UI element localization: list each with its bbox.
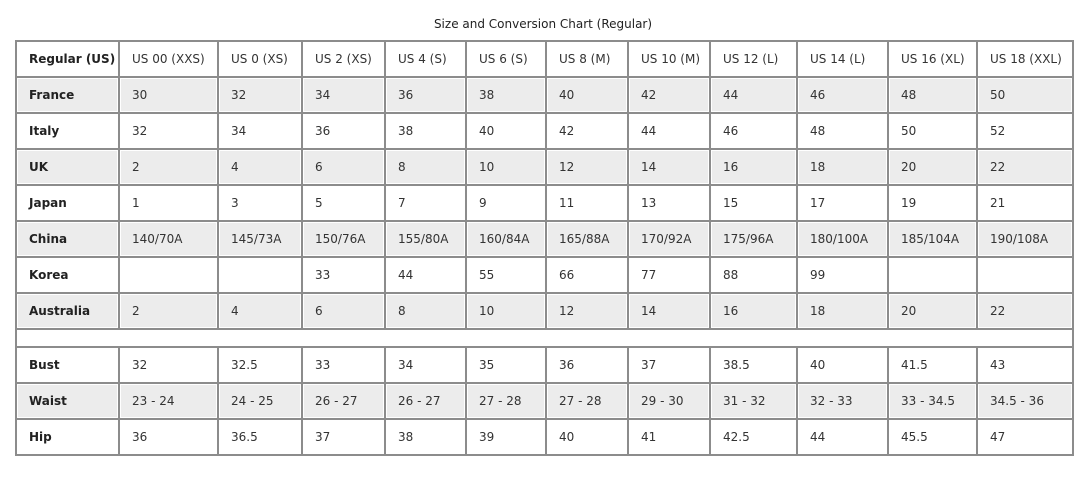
table-cell: 22 bbox=[977, 149, 1073, 185]
table-cell: 20 bbox=[888, 149, 977, 185]
table-cell: 77 bbox=[628, 257, 710, 293]
table-cell: 18 bbox=[797, 293, 888, 329]
table-cell: 32 bbox=[119, 347, 218, 383]
table-cell: 35 bbox=[466, 347, 546, 383]
table-cell: 43 bbox=[977, 347, 1073, 383]
table-cell: 2 bbox=[119, 149, 218, 185]
table-cell: 36 bbox=[385, 77, 466, 113]
size-conversion-table bbox=[15, 40, 1074, 456]
table-cell: 2 bbox=[119, 293, 218, 329]
table-cell: 34 bbox=[218, 113, 302, 149]
table-cell: 4 bbox=[218, 149, 302, 185]
spacer-row bbox=[16, 329, 1073, 347]
table-cell: 8 bbox=[385, 149, 466, 185]
table-cell: 155/80A bbox=[385, 221, 466, 257]
table-cell: 145/73A bbox=[218, 221, 302, 257]
size-header-cell: US 10 (M) bbox=[628, 41, 710, 77]
table-cell: 38.5 bbox=[710, 347, 797, 383]
table-cell: 44 bbox=[628, 113, 710, 149]
table-cell: 12 bbox=[546, 149, 628, 185]
table-cell: 6 bbox=[302, 293, 385, 329]
size-header-cell: US 8 (M) bbox=[546, 41, 628, 77]
table-cell bbox=[977, 257, 1073, 293]
row-label: Korea bbox=[16, 257, 119, 293]
table-cell: 99 bbox=[797, 257, 888, 293]
header-row bbox=[16, 41, 1073, 77]
table-cell: 44 bbox=[385, 257, 466, 293]
table-cell: 18 bbox=[797, 149, 888, 185]
table-body bbox=[16, 41, 1073, 455]
table-cell: 4 bbox=[218, 293, 302, 329]
table-cell: 38 bbox=[385, 419, 466, 455]
table-cell: 20 bbox=[888, 293, 977, 329]
row-label: China bbox=[16, 221, 119, 257]
table-cell: 48 bbox=[888, 77, 977, 113]
table-cell: 9 bbox=[466, 185, 546, 221]
conversion-row bbox=[16, 149, 1073, 185]
conversion-row bbox=[16, 113, 1073, 149]
table-cell: 46 bbox=[710, 113, 797, 149]
row-label: Japan bbox=[16, 185, 119, 221]
table-cell: 21 bbox=[977, 185, 1073, 221]
conversion-row bbox=[16, 257, 1073, 293]
table-cell: 7 bbox=[385, 185, 466, 221]
table-cell bbox=[218, 257, 302, 293]
table-cell: 26 - 27 bbox=[385, 383, 466, 419]
table-cell: 52 bbox=[977, 113, 1073, 149]
table-cell: 160/84A bbox=[466, 221, 546, 257]
table-cell: 8 bbox=[385, 293, 466, 329]
row-label: Italy bbox=[16, 113, 119, 149]
table-cell: 66 bbox=[546, 257, 628, 293]
table-cell: 40 bbox=[466, 113, 546, 149]
size-header-cell: US 6 (S) bbox=[466, 41, 546, 77]
size-header-cell: US 16 (XL) bbox=[888, 41, 977, 77]
table-cell: 50 bbox=[888, 113, 977, 149]
table-cell: 10 bbox=[466, 149, 546, 185]
table-cell: 170/92A bbox=[628, 221, 710, 257]
table-cell: 46 bbox=[797, 77, 888, 113]
table-cell: 5 bbox=[302, 185, 385, 221]
row-label: Hip bbox=[16, 419, 119, 455]
table-cell: 12 bbox=[546, 293, 628, 329]
table-cell: 17 bbox=[797, 185, 888, 221]
table-cell: 10 bbox=[466, 293, 546, 329]
table-cell: 16 bbox=[710, 149, 797, 185]
table-cell: 140/70A bbox=[119, 221, 218, 257]
table-cell: 37 bbox=[302, 419, 385, 455]
table-cell: 34 bbox=[302, 77, 385, 113]
spacer-cell bbox=[16, 329, 1073, 347]
table-cell: 14 bbox=[628, 293, 710, 329]
table-cell: 44 bbox=[797, 419, 888, 455]
table-cell: 40 bbox=[797, 347, 888, 383]
chart-title: Size and Conversion Chart (Regular) bbox=[433, 17, 653, 31]
conversion-row bbox=[16, 185, 1073, 221]
size-header-cell: US 18 (XXL) bbox=[977, 41, 1073, 77]
table-cell: 88 bbox=[710, 257, 797, 293]
table-cell: 33 bbox=[302, 257, 385, 293]
table-cell: 50 bbox=[977, 77, 1073, 113]
table-cell: 45.5 bbox=[888, 419, 977, 455]
row-label: France bbox=[16, 77, 119, 113]
table-cell: 26 - 27 bbox=[302, 383, 385, 419]
table-cell: 6 bbox=[302, 149, 385, 185]
measurement-row bbox=[16, 419, 1073, 455]
table-cell: 32.5 bbox=[218, 347, 302, 383]
table-cell: 32 bbox=[218, 77, 302, 113]
row-label: UK bbox=[16, 149, 119, 185]
row-label: Waist bbox=[16, 383, 119, 419]
table-cell: 36 bbox=[546, 347, 628, 383]
table-cell: 47 bbox=[977, 419, 1073, 455]
row-label: Bust bbox=[16, 347, 119, 383]
table-cell: 31 - 32 bbox=[710, 383, 797, 419]
table-cell: 48 bbox=[797, 113, 888, 149]
row-label: Regular (US) bbox=[16, 41, 119, 77]
table-cell: 30 bbox=[119, 77, 218, 113]
table-cell: 38 bbox=[466, 77, 546, 113]
table-cell: 1 bbox=[119, 185, 218, 221]
table-cell: 44 bbox=[710, 77, 797, 113]
table-cell: 33 bbox=[302, 347, 385, 383]
size-header-cell: US 14 (L) bbox=[797, 41, 888, 77]
table-cell: 42 bbox=[546, 113, 628, 149]
table-cell: 23 - 24 bbox=[119, 383, 218, 419]
table-cell: 42.5 bbox=[710, 419, 797, 455]
measurement-row bbox=[16, 383, 1073, 419]
table-cell: 34 bbox=[385, 347, 466, 383]
size-header-cell: US 2 (XS) bbox=[302, 41, 385, 77]
table-cell: 38 bbox=[385, 113, 466, 149]
table-cell: 32 bbox=[119, 113, 218, 149]
conversion-row bbox=[16, 221, 1073, 257]
table-cell: 13 bbox=[628, 185, 710, 221]
table-cell bbox=[119, 257, 218, 293]
size-header-cell: US 4 (S) bbox=[385, 41, 466, 77]
table-cell: 27 - 28 bbox=[546, 383, 628, 419]
table-cell: 27 - 28 bbox=[466, 383, 546, 419]
table-cell: 32 - 33 bbox=[797, 383, 888, 419]
table-cell: 36 bbox=[119, 419, 218, 455]
size-header-cell: US 0 (XS) bbox=[218, 41, 302, 77]
row-label: Australia bbox=[16, 293, 119, 329]
table-cell: 42 bbox=[628, 77, 710, 113]
table-cell: 40 bbox=[546, 419, 628, 455]
table-cell: 55 bbox=[466, 257, 546, 293]
table-cell: 41 bbox=[628, 419, 710, 455]
conversion-row bbox=[16, 77, 1073, 113]
table-cell: 180/100A bbox=[797, 221, 888, 257]
size-header-cell: US 12 (L) bbox=[710, 41, 797, 77]
table-cell: 39 bbox=[466, 419, 546, 455]
size-header-cell: US 00 (XXS) bbox=[119, 41, 218, 77]
table-cell: 175/96A bbox=[710, 221, 797, 257]
measurement-row bbox=[16, 347, 1073, 383]
table-cell: 36.5 bbox=[218, 419, 302, 455]
table-cell: 11 bbox=[546, 185, 628, 221]
table-cell: 36 bbox=[302, 113, 385, 149]
conversion-row bbox=[16, 293, 1073, 329]
table-cell: 150/76A bbox=[302, 221, 385, 257]
table-cell: 15 bbox=[710, 185, 797, 221]
table-cell: 185/104A bbox=[888, 221, 977, 257]
table-cell: 33 - 34.5 bbox=[888, 383, 977, 419]
table-cell: 24 - 25 bbox=[218, 383, 302, 419]
table-cell: 40 bbox=[546, 77, 628, 113]
table-cell: 14 bbox=[628, 149, 710, 185]
table-cell: 3 bbox=[218, 185, 302, 221]
table-cell: 165/88A bbox=[546, 221, 628, 257]
table-cell bbox=[888, 257, 977, 293]
table-cell: 37 bbox=[628, 347, 710, 383]
table-cell: 29 - 30 bbox=[628, 383, 710, 419]
table-cell: 16 bbox=[710, 293, 797, 329]
table-cell: 19 bbox=[888, 185, 977, 221]
table-cell: 190/108A bbox=[977, 221, 1073, 257]
table-cell: 22 bbox=[977, 293, 1073, 329]
table-cell: 34.5 - 36 bbox=[977, 383, 1073, 419]
table-cell: 41.5 bbox=[888, 347, 977, 383]
